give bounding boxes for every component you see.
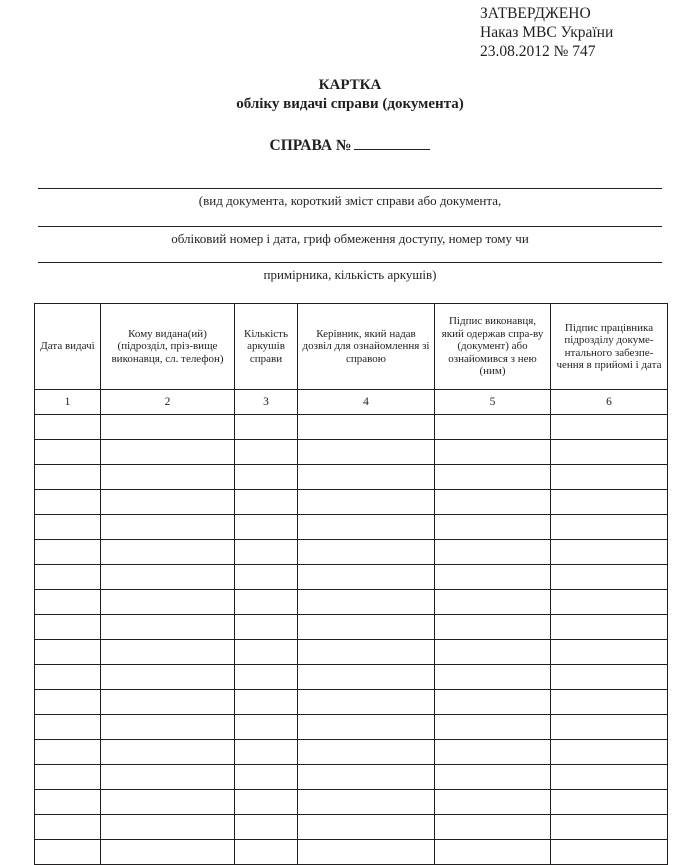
table-cell[interactable] — [435, 640, 551, 665]
fill-caption-2: обліковий номер і дата, гриф обмеження доступу, номер тому чи — [171, 231, 529, 246]
table-cell[interactable] — [101, 465, 235, 490]
table-row — [35, 490, 668, 515]
table-cell[interactable] — [235, 640, 298, 665]
table-cell[interactable] — [101, 515, 235, 540]
table-cell[interactable] — [235, 690, 298, 715]
table-cell[interactable] — [551, 540, 668, 565]
table-cell[interactable] — [35, 815, 101, 840]
table-cell[interactable] — [235, 715, 298, 740]
table-cell[interactable] — [435, 440, 551, 465]
table-cell[interactable] — [101, 690, 235, 715]
table-cell[interactable] — [298, 615, 435, 640]
table-row — [35, 690, 668, 715]
table-cell[interactable] — [35, 765, 101, 790]
table-cell[interactable] — [298, 665, 435, 690]
table-row — [35, 615, 668, 640]
table-cell[interactable] — [298, 440, 435, 465]
table-cell[interactable] — [435, 815, 551, 840]
title-line-2: обліку видачі справи (документа) — [236, 96, 464, 112]
table-cell[interactable] — [298, 840, 435, 865]
column-number: 2 — [101, 390, 235, 415]
table-cell[interactable] — [35, 565, 101, 590]
table-row — [35, 665, 668, 690]
fill-line-2[interactable] — [38, 226, 662, 227]
table-cell[interactable] — [35, 615, 101, 640]
table-cell[interactable] — [551, 565, 668, 590]
table-cell[interactable] — [298, 590, 435, 615]
table-cell[interactable] — [101, 840, 235, 865]
title-line-1: КАРТКА — [318, 77, 382, 93]
table-cell[interactable] — [101, 565, 235, 590]
table-cell[interactable] — [298, 740, 435, 765]
table-cell[interactable] — [435, 490, 551, 515]
table-cell[interactable] — [551, 740, 668, 765]
table-cell[interactable] — [435, 690, 551, 715]
header-clerk-signature: Підпис працівника підрозділу докуме-нтального забезпе-чення в прийомі і дата — [551, 304, 668, 390]
table-row — [35, 790, 668, 815]
table-cell[interactable] — [235, 590, 298, 615]
table-cell[interactable] — [551, 815, 668, 840]
table-cell[interactable] — [551, 465, 668, 490]
table-cell[interactable] — [298, 515, 435, 540]
table-cell[interactable] — [551, 765, 668, 790]
table-cell[interactable] — [551, 790, 668, 815]
table-cell[interactable] — [435, 565, 551, 590]
table-cell[interactable] — [35, 440, 101, 465]
table-cell[interactable] — [35, 690, 101, 715]
table-cell[interactable] — [101, 440, 235, 465]
table-cell[interactable] — [298, 465, 435, 490]
table-cell[interactable] — [435, 615, 551, 640]
table-row — [35, 840, 668, 865]
table-cell[interactable] — [101, 615, 235, 640]
table-cell[interactable] — [235, 515, 298, 540]
table-cell[interactable] — [551, 690, 668, 715]
table-cell[interactable] — [435, 465, 551, 490]
table-cell[interactable] — [35, 515, 101, 540]
case-number — [0, 135, 700, 156]
table-cell[interactable] — [235, 490, 298, 515]
table-cell[interactable] — [235, 790, 298, 815]
table-cell[interactable] — [35, 740, 101, 765]
approval-line-1: ЗАТВЕРДЖЕНО — [480, 5, 591, 22]
fill-caption-3: примірника, кількість аркушів) — [263, 267, 437, 282]
table-cell[interactable] — [35, 540, 101, 565]
table-cell[interactable] — [235, 565, 298, 590]
table-cell[interactable] — [35, 665, 101, 690]
table-cell[interactable] — [235, 540, 298, 565]
table-cell[interactable] — [101, 715, 235, 740]
table-cell[interactable] — [435, 665, 551, 690]
table-cell[interactable] — [298, 815, 435, 840]
table-cell[interactable] — [435, 415, 551, 440]
table-cell[interactable] — [101, 640, 235, 665]
column-number: 6 — [551, 390, 668, 415]
table-cell[interactable] — [298, 690, 435, 715]
table-cell[interactable] — [551, 490, 668, 515]
table-row — [35, 740, 668, 765]
column-number: 3 — [235, 390, 298, 415]
table-cell[interactable] — [551, 590, 668, 615]
header-sheet-count: Кількість аркушів справи — [235, 304, 298, 390]
table-cell[interactable] — [35, 590, 101, 615]
case-number-blank[interactable] — [354, 135, 430, 150]
table-cell[interactable] — [298, 715, 435, 740]
table-cell[interactable] — [235, 665, 298, 690]
header-issue-date: Дата видачі — [35, 304, 101, 390]
table-cell[interactable] — [101, 490, 235, 515]
table-cell[interactable] — [435, 590, 551, 615]
table-cell[interactable] — [551, 665, 668, 690]
table-cell[interactable] — [551, 440, 668, 465]
table-cell[interactable] — [235, 815, 298, 840]
approval-line-3: 23.08.2012 № 747 — [480, 43, 596, 60]
table-row — [35, 590, 668, 615]
table-row — [35, 815, 668, 840]
table-cell[interactable] — [101, 815, 235, 840]
table-cell[interactable] — [298, 765, 435, 790]
fill-line-1[interactable] — [38, 188, 662, 189]
table-row — [35, 440, 668, 465]
table-cell[interactable] — [551, 715, 668, 740]
table-row — [35, 715, 668, 740]
table-cell[interactable] — [235, 740, 298, 765]
table-cell[interactable] — [298, 565, 435, 590]
case-label: СПРАВА № — [269, 137, 352, 154]
issue-log-body — [35, 415, 668, 865]
table-cell[interactable] — [235, 440, 298, 465]
table-cell[interactable] — [35, 790, 101, 815]
table-cell[interactable] — [551, 615, 668, 640]
table-cell[interactable] — [298, 415, 435, 440]
table-cell[interactable] — [298, 490, 435, 515]
table-cell[interactable] — [235, 415, 298, 440]
table-row — [35, 640, 668, 665]
table-cell[interactable] — [551, 415, 668, 440]
table-cell[interactable] — [35, 640, 101, 665]
table-cell[interactable] — [35, 715, 101, 740]
table-cell[interactable] — [101, 790, 235, 815]
table-row — [35, 415, 668, 440]
table-cell[interactable] — [551, 640, 668, 665]
table-row — [35, 765, 668, 790]
table-cell[interactable] — [298, 640, 435, 665]
table-cell[interactable] — [101, 765, 235, 790]
document-title — [0, 76, 700, 114]
table-row — [35, 465, 668, 490]
header-issued-to: Кому видана(ий) (підрозділ, пріз-вище виконавця, сл. телефон) — [101, 304, 235, 390]
table-cell[interactable] — [101, 740, 235, 765]
table-row — [35, 540, 668, 565]
table-cell[interactable] — [235, 615, 298, 640]
header-executor-signature: Підпис виконавця, який одержав спра-ву (документ) або ознайомився з нею (ним) — [435, 304, 551, 390]
table-cell[interactable] — [298, 790, 435, 815]
table-cell[interactable] — [235, 765, 298, 790]
table-cell[interactable] — [235, 465, 298, 490]
table-cell[interactable] — [35, 840, 101, 865]
approval-line-2: Наказ МВС України — [480, 24, 614, 41]
issue-log-table — [34, 303, 668, 865]
table-cell[interactable] — [101, 590, 235, 615]
table-cell[interactable] — [35, 465, 101, 490]
table-cell[interactable] — [551, 515, 668, 540]
column-number: 5 — [435, 390, 551, 415]
table-cell[interactable] — [101, 415, 235, 440]
table-cell[interactable] — [35, 415, 101, 440]
table-cell[interactable] — [435, 540, 551, 565]
column-number: 1 — [35, 390, 101, 415]
table-cell[interactable] — [35, 490, 101, 515]
header-authorizing-manager: Керівник, який надав дозвіл для ознайомлення зі справою — [298, 304, 435, 390]
approval-stamp — [480, 4, 613, 61]
table-cell[interactable] — [435, 740, 551, 765]
table-cell[interactable] — [235, 840, 298, 865]
table-cell[interactable] — [101, 665, 235, 690]
table-row — [35, 515, 668, 540]
table-cell[interactable] — [435, 790, 551, 815]
fill-caption-1: (вид документа, короткий зміст справи або документа, — [198, 193, 502, 208]
fill-line-3[interactable] — [38, 262, 662, 263]
table-cell[interactable] — [551, 840, 668, 865]
table-cell[interactable] — [101, 540, 235, 565]
table-cell[interactable] — [435, 840, 551, 865]
column-number: 4 — [298, 390, 435, 415]
table-row — [35, 565, 668, 590]
table-cell[interactable] — [435, 715, 551, 740]
table-cell[interactable] — [435, 765, 551, 790]
table-cell[interactable] — [435, 515, 551, 540]
table-cell[interactable] — [298, 540, 435, 565]
